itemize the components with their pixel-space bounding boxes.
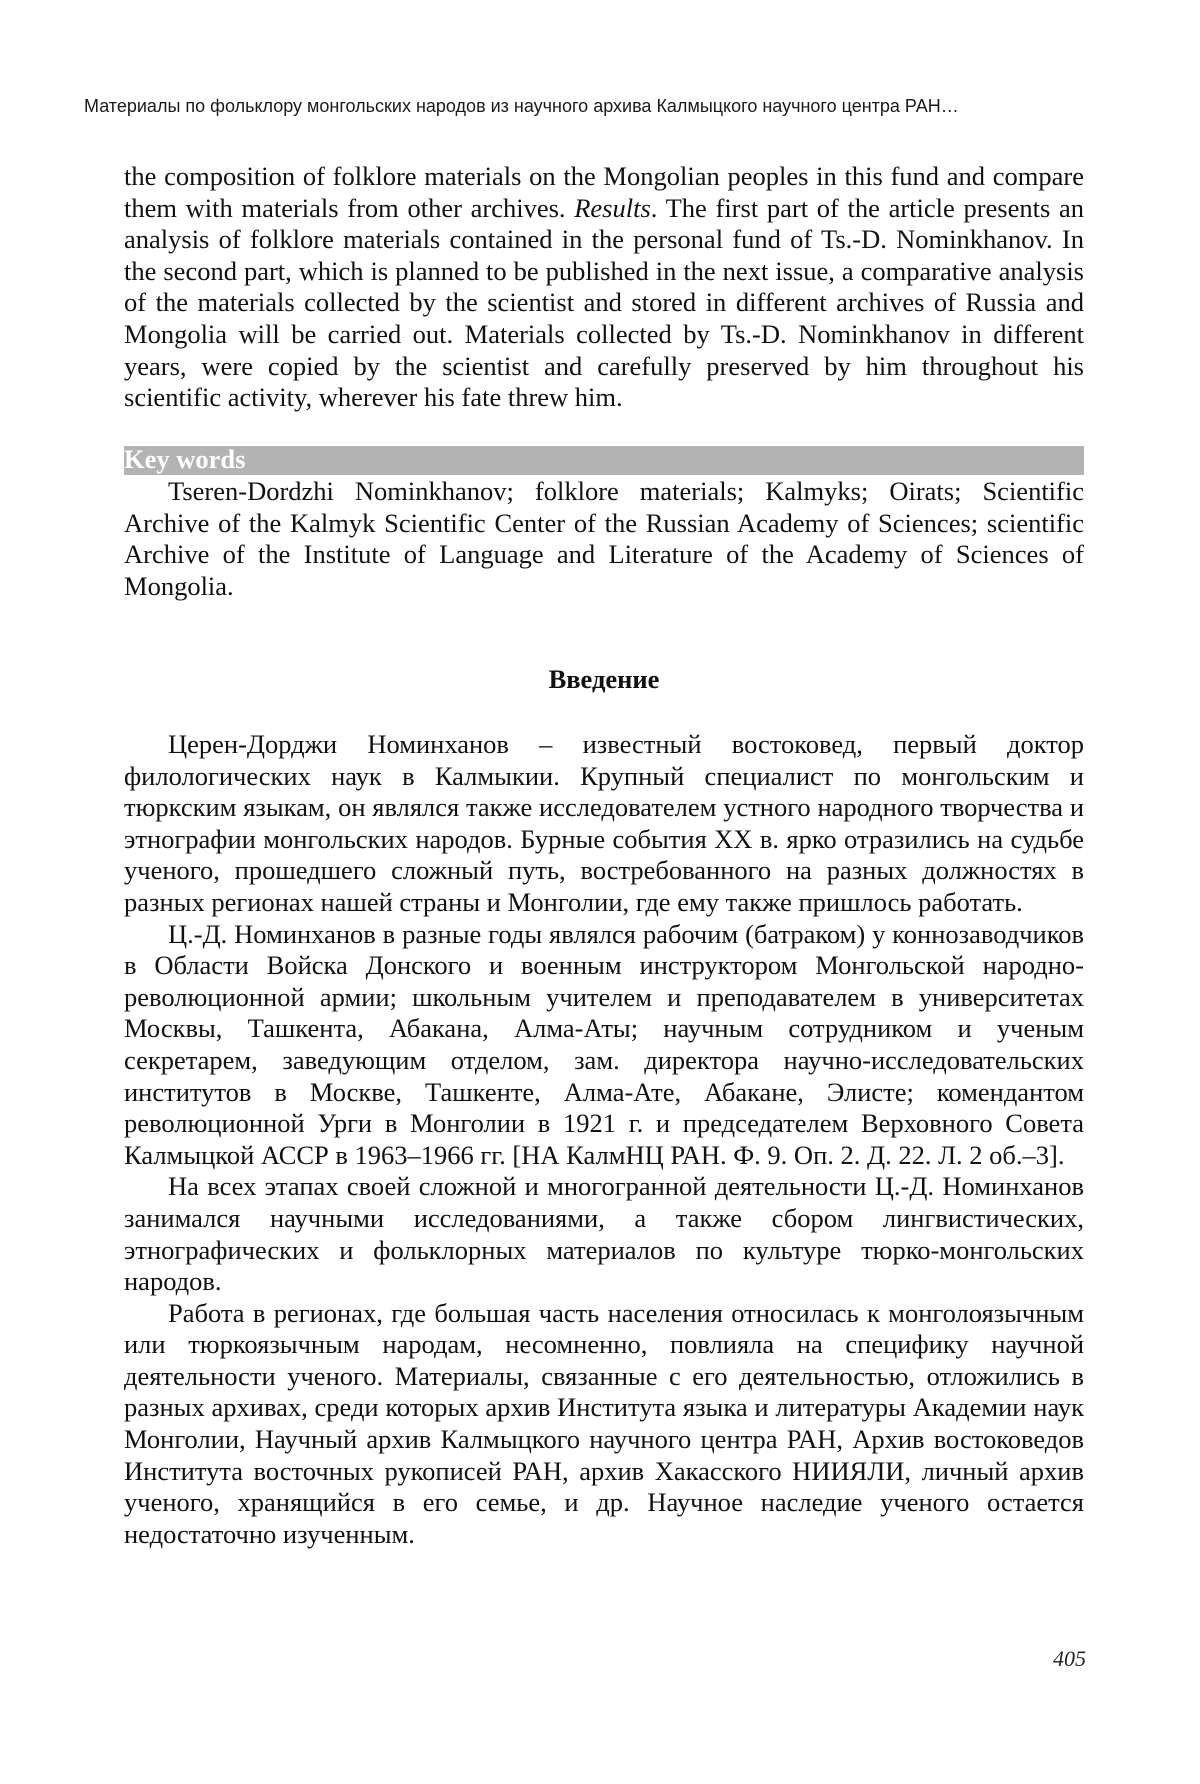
introduction-body [124, 729, 1084, 1550]
abstract-text-before: the composition of folklore materials on the Mongolian peoples in this fund and compare them with materials from other archives. [124, 161, 1084, 223]
running-head: Материалы по фольклору монгольских народов из научного архива Калмыцкого научного центра РАН… [84, 96, 959, 116]
abstract-text-after: . The first part of the article presents an analysis of folklore materials contained in the personal fund of Ts.-D. Nominkhanov. In the second part, which is planned to be published in the next issue, a comparative analysis of the materials collected by the scientist and stored in different archives of Russia and Mongolia will be carried out. Materials collected by Ts.-D. Nominkhanov in different years, were copied by the scientist and carefully preserved by him throughout his scientific activity, wherever his fate threw him. [124, 192, 1084, 413]
paragraph: Ц.-Д. Номинханов в разные годы являлся рабочим (батраком) у коннозаводчиков в Области Войска Донского и военным инструктором Монгольской народно-революционной армии; школьным учителем и преподавателем в университетах Москвы, Ташкента, Абакана, Алма-Аты; научным сотрудником и ученым секретарем, заведующим отделом, зам. директора научно-исследовательских институтов в Москве, Ташкенте, Алма-Ате, Абакане, Элисте; комендантом революционной Урги в Монголии в 1921 г. и председателем Верховного Совета Калмыцкой АССР в 1963–1966 гг. [НА КалмНЦ РАН. Ф. 9. Оп. 2. Д. 22. Л. 2 об.–3]. [124, 918, 1084, 1170]
keywords-heading: Key words [124, 444, 246, 474]
page-number: 405 [1053, 1646, 1086, 1671]
paragraph: Церен-Дорджи Номинханов – известный востоковед, первый доктор филологических наук в Калмыкии. Крупный специалист по монгольским и тюркским языкам, он являлся также исследователем устного народного творчества и этнографии монгольских народов. Бурные события XX в. ярко отразились на судьбе ученого, прошедшего сложный путь, востребованного на разных должностях в разных регионах нашей страны и Монголии, где ему также пришлось работать. [124, 729, 1084, 917]
keywords-heading-bar [124, 446, 1084, 475]
paragraph: На всех этапах своей сложной и многогранной деятельности Ц.-Д. Номинханов занимался научными исследованиями, а также сбором лингвистических, этнографических и фольклорных материалов по культуре тюрко-монгольских народов. [124, 1171, 1084, 1297]
keywords-text: Tseren-Dordzhi Nominkhanov; folklore materials; Kalmyks; Oirats; Scientific Archive of the Kalmyk Scientific Center of the Russian Academy of Sciences; scientific Archive of the Institute of Language and Literature of the Academy of Sciences of Mongolia. [124, 476, 1084, 601]
results-label: Results [574, 192, 651, 223]
abstract-continuation [124, 161, 1084, 414]
paragraph: Работа в регионах, где большая часть населения относилась к монголоязычным или тюркоязычным народам, несомненно, повлияла на специфику научной деятельности ученого. Материалы, связанные с его деятельностью, отложились в разных архивах, среди которых архив Института языка и литературы Академии наук Монголии, Научный архив Калмыцкого научного центра РАН, Архив востоковедов Института восточных рукописей РАН, архив Хакасского НИИЯЛИ, личный архив ученого, хранящийся в его семье, и др. Научное наследие ученого остается недостаточно изученным. [124, 1297, 1084, 1549]
section-title: Введение [548, 664, 660, 694]
